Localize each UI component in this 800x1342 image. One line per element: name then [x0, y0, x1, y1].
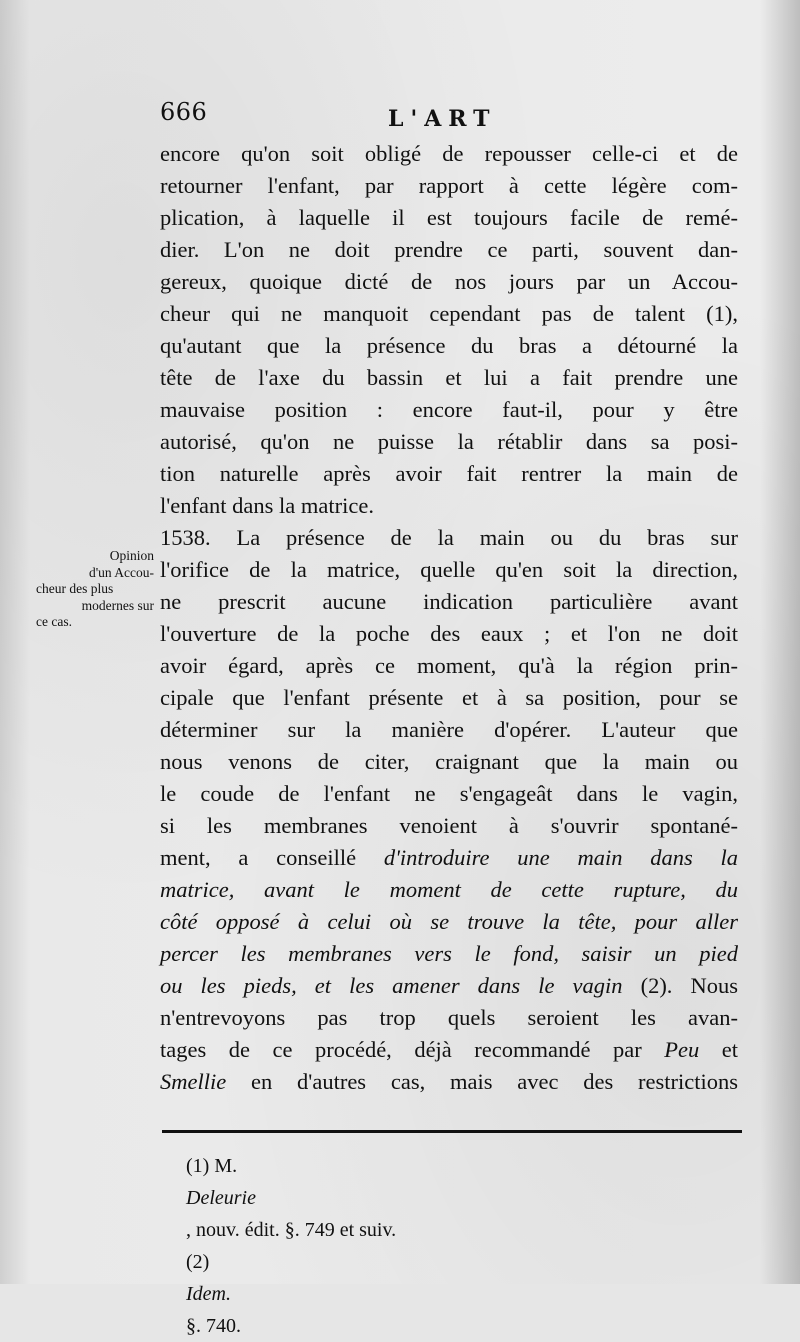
text-line: ne prescrit aucune indication particulière avant: [160, 589, 738, 614]
footnote-author: Deleurie: [186, 1187, 256, 1209]
author-name: Smellie: [160, 1069, 227, 1094]
page-header: [160, 98, 740, 138]
text-line: n'entrevoyons pas trop quels seroient les avan-: [160, 1005, 738, 1030]
text-line: [160, 1066, 738, 1098]
text-line: cheur qui ne manquoit cependant pas de talent (1),: [160, 301, 738, 326]
text-line: l'enfant dans la matrice.: [160, 493, 374, 518]
footnote-text: , nouv. édit. §. 749 et suiv.: [186, 1219, 397, 1241]
footnotes: [186, 1150, 726, 1342]
text-line: qu'autant que la présence du bras a détourné la: [160, 333, 738, 358]
text-line: si les membranes venoient à s'ouvrir spontané-: [160, 813, 738, 838]
footnote-divider: [162, 1130, 742, 1133]
text-line: [160, 938, 738, 970]
text-line: autorisé, qu'on ne puisse la rétablir dans sa posi-: [160, 429, 738, 454]
text-line: [160, 970, 738, 1002]
margin-note-line: d'un Accou-: [88, 564, 154, 580]
text-line: [160, 874, 738, 906]
text-line: [160, 842, 738, 874]
text-line: [160, 1034, 738, 1066]
page-number: 666: [160, 98, 208, 126]
text-line: encore qu'on soit obligé de repousser celle-ci et de: [160, 141, 738, 166]
text-segment: (2). Nous: [622, 973, 738, 998]
footnote-text: (1) M.: [186, 1155, 238, 1177]
footnote-author: Idem.: [186, 1283, 231, 1305]
author-name: Peu: [664, 1037, 700, 1062]
text-line: tion naturelle après avoir fait rentrer la main de: [160, 461, 738, 486]
footnote-text: (2): [186, 1251, 210, 1273]
text-line: tête de l'axe du bassin et lui a fait prendre une: [160, 365, 738, 390]
text-segment: en d'autres cas, mais avec des restrictions: [226, 1069, 738, 1094]
footnote-2: [186, 1246, 726, 1342]
running-title: L'ART: [388, 106, 497, 132]
text-line: l'ouverture de la poche des eaux ; et l'on ne doit: [160, 621, 738, 646]
text-line: gereux, quoique dicté de nos jours par un Accou-: [160, 269, 738, 294]
text-line: l'orifice de la matrice, quelle qu'en soit la direction,: [160, 557, 738, 582]
text-line: mauvaise position : encore faut-il, pour y être: [160, 397, 738, 422]
paragraph-start-line: 1538. La présence de la main ou du bras sur: [160, 525, 738, 550]
text-line: dier. L'on ne doit prendre ce parti, souvent dan-: [160, 237, 738, 262]
text-segment: tages de ce procédé, déjà recommandé par: [160, 1037, 665, 1062]
italic-quote: côté opposé à celui où se trouve la tête, pour aller: [160, 909, 738, 934]
text-line: cipale que l'enfant présente et à sa position, pour se: [160, 685, 738, 710]
footnote-text: §. 740.: [186, 1315, 241, 1337]
text-line: le coude de l'enfant ne s'engageât dans le vagin,: [160, 781, 738, 806]
italic-quote: percer les membranes vers le fond, saisir un pied: [160, 941, 738, 966]
text-line: déterminer sur la manière d'opérer. L'auteur que: [160, 717, 738, 742]
margin-note: [36, 548, 154, 631]
margin-note-line: cheur des plus: [36, 581, 114, 596]
margin-note-line: ce cas.: [36, 614, 72, 629]
text-line: avoir égard, après ce moment, qu'à la région prin-: [160, 653, 738, 678]
text-segment: et: [699, 1037, 738, 1062]
margin-note-line: modernes sur: [81, 597, 154, 613]
italic-quote: d'introduire une main dans la: [383, 845, 739, 870]
text-line: [160, 906, 738, 938]
text-line: retourner l'enfant, par rapport à cette légère com-: [160, 173, 738, 198]
italic-quote: ou les pieds, et les amener dans le vagin: [160, 973, 623, 998]
italic-quote: matrice, avant le moment de cette rupture, du: [160, 877, 738, 902]
margin-note-line: Opinion: [109, 548, 154, 563]
text-segment: ment, a conseillé: [160, 845, 384, 870]
body-text: [160, 138, 738, 1098]
text-line: nous venons de citer, craignant que la main ou: [160, 749, 738, 774]
text-line: plication, à laquelle il est toujours facile de remé-: [160, 205, 738, 230]
footnote-1: [186, 1150, 726, 1246]
